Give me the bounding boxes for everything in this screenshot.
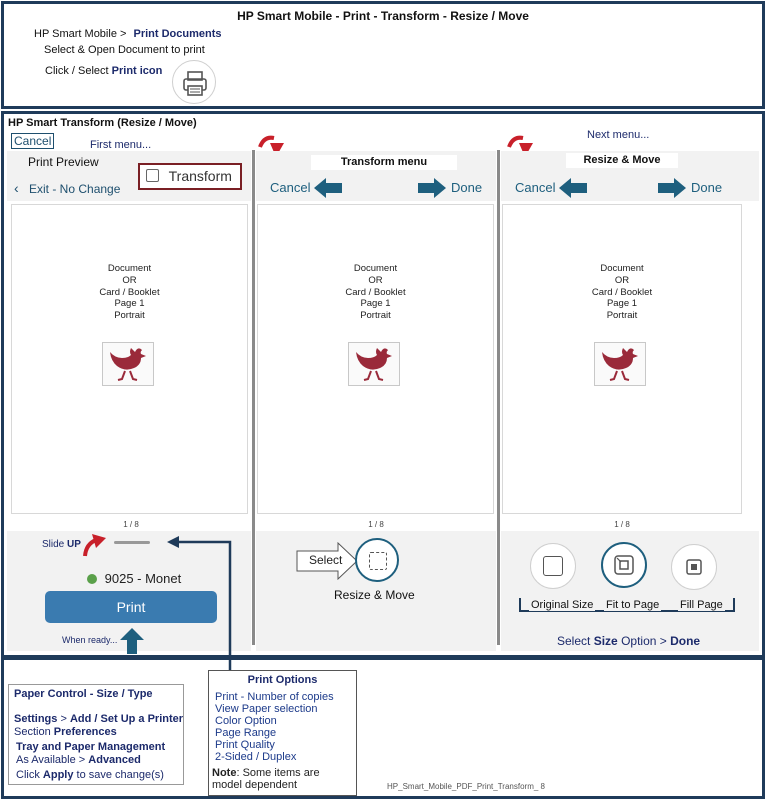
fill-page-button[interactable] [671, 544, 717, 590]
instruction-print-icon [45, 65, 162, 77]
document-preview [11, 204, 248, 514]
advanced-label: Advanced [88, 754, 141, 766]
doc-line-5: Portrait [360, 310, 391, 322]
fill-page-icon [672, 545, 716, 589]
option-fill-page-label: Fill Page [680, 599, 723, 611]
breadcrumb-link[interactable]: Print Documents [133, 28, 222, 40]
square-icon [543, 556, 563, 576]
panel2-cancel-button[interactable]: Cancel [270, 180, 311, 195]
rooster-image [102, 342, 154, 386]
size-option-instruction [557, 634, 700, 648]
save-label: to save change(s) [76, 769, 164, 781]
doc-line-3: Card / Booklet [99, 286, 160, 298]
instruction-open: Select & Open Document to print [44, 44, 205, 56]
page-indicator: 1 / 8 [123, 520, 139, 529]
document-preview [257, 204, 494, 514]
fit-to-page-button[interactable] [601, 542, 647, 588]
option-fit-to-page-label: Fit to Page [606, 599, 660, 611]
breadcrumb-prefix: HP Smart Mobile > [34, 28, 127, 40]
doc-line-4: Page 1 [114, 298, 145, 310]
when-ready-label: When ready... [62, 635, 118, 645]
document-preview [502, 204, 742, 514]
rooster-image [594, 342, 646, 386]
drag-handle[interactable] [114, 541, 150, 544]
checkbox-icon [146, 169, 159, 182]
instruction-bold: Print icon [111, 65, 163, 77]
doc-line-5: Portrait [606, 310, 638, 322]
print-option-item: Color Option [215, 715, 277, 727]
settings-gt: > [60, 713, 67, 725]
printer-selector[interactable] [87, 571, 181, 586]
tray-label: Tray and Paper Management [16, 741, 166, 753]
print-option-item: Print Quality [215, 739, 275, 751]
slide-up-label [42, 539, 81, 550]
doc-line-4: Page 1 [606, 298, 638, 310]
footer-filename: HP_Smart_Mobile_PDF_Print_Transform_ 8 [387, 782, 545, 791]
exit-label: Exit - No Change [29, 182, 121, 196]
select-arrow-label: Select [309, 553, 343, 567]
as-available-label: As Available > [16, 754, 86, 766]
panel2-done-button[interactable]: Done [451, 180, 483, 195]
note-text: : Some items are model dependent [212, 767, 320, 791]
doc-line-5: Portrait [114, 310, 145, 322]
instruction-prefix: Click / Select [45, 65, 109, 77]
resize-move-caption: Resize & Move [334, 588, 415, 602]
print-options-note [212, 767, 352, 791]
page-title: HP Smart Mobile - Print - Transform - Resize / Move [237, 9, 529, 23]
printer-icon [173, 61, 217, 105]
doc-line-2: OR [122, 274, 137, 286]
section-cancel-button[interactable]: Cancel [11, 133, 54, 149]
first-menu-label: First menu... [90, 139, 152, 151]
settings-label: Settings [14, 713, 58, 725]
printer-name: 9025 - Monet [104, 571, 182, 586]
paper-control-title: Paper Control - Size / Type [14, 688, 153, 700]
doc-line-2: OR [368, 274, 383, 286]
right-arrow-icon [417, 177, 447, 199]
click-label: Click [16, 769, 40, 781]
rooster-image [348, 342, 400, 386]
size-option-mid: Option > [621, 634, 667, 648]
size-option-prefix: Select [557, 634, 591, 648]
section-preferences [14, 726, 117, 738]
print-option-item: Page Range [215, 727, 277, 739]
transform-label: Transform [168, 168, 232, 184]
doc-line-1: Document [600, 263, 644, 274]
doc-line-2: OR [614, 274, 630, 286]
curved-arrow-icon [80, 532, 110, 560]
print-options-title: Print Options [247, 674, 318, 686]
original-size-button[interactable] [530, 543, 576, 589]
apply-instruction [16, 769, 164, 781]
resize-move-button[interactable] [355, 538, 399, 582]
transform-menu-title: Transform menu [311, 155, 457, 170]
slide-prefix: Slide [42, 539, 65, 550]
section-word: Section [14, 726, 51, 738]
doc-line-4: Page 1 [360, 298, 391, 310]
next-menu-label: Next menu... [587, 129, 650, 141]
settings-path [14, 713, 183, 725]
print-option-item: 2-Sided / Duplex [215, 751, 297, 763]
panel-separator [497, 150, 500, 645]
panel-separator [252, 150, 255, 645]
apply-label: Apply [42, 769, 74, 781]
print-icon-button[interactable] [172, 60, 216, 104]
print-option-item: View Paper selection [215, 703, 318, 715]
print-option-item: Print - Number of copies [215, 691, 334, 703]
fit-page-icon [603, 544, 645, 586]
status-dot [87, 574, 97, 584]
size-option-done: Done [670, 634, 701, 648]
panel3-cancel-button[interactable]: Cancel [515, 180, 556, 195]
slide-up: UP [67, 539, 81, 550]
left-arrow-icon [558, 177, 588, 199]
up-arrow-icon [119, 627, 145, 655]
panel3-done-button[interactable]: Done [691, 180, 723, 195]
doc-line-1: Document [353, 263, 398, 274]
transform-button[interactable] [146, 168, 232, 184]
exit-button[interactable] [14, 180, 120, 196]
size-option-bold: Size [593, 634, 618, 648]
note-label: Note [212, 767, 237, 779]
advanced-path [16, 754, 141, 766]
breadcrumb [34, 28, 222, 40]
doc-line-3: Card / Booklet [591, 286, 653, 298]
right-arrow-icon [657, 177, 687, 199]
add-printer-label: Add / Set Up a Printer [69, 713, 184, 725]
chevron-left-icon: ‹ [14, 180, 19, 196]
page-indicator: 1 / 8 [614, 520, 630, 529]
left-arrow-icon [313, 177, 343, 199]
option-original-size-label: Original Size [531, 599, 594, 611]
resize-move-title: Resize & Move [566, 153, 678, 168]
section-title: HP Smart Transform (Resize / Move) [8, 117, 197, 129]
print-preview-title: Print Preview [28, 155, 99, 169]
dashed-square-icon [369, 552, 387, 570]
print-button[interactable]: Print [45, 591, 217, 623]
doc-line-1: Document [107, 263, 152, 274]
print-options-list [215, 691, 334, 763]
page-indicator: 1 / 8 [368, 520, 384, 529]
preferences-label: Preferences [53, 726, 117, 738]
doc-line-3: Card / Booklet [345, 286, 406, 298]
